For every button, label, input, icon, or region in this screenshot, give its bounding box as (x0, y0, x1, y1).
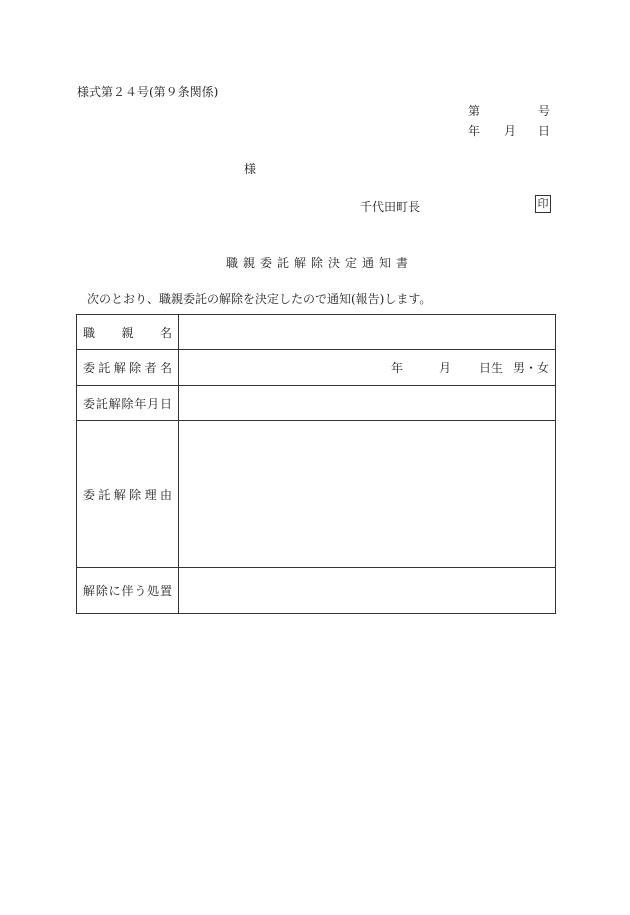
label-char: 親 (121, 325, 134, 340)
label-char: 委 (83, 487, 96, 502)
label-char: 名 (159, 325, 172, 340)
label-char: 職 (83, 325, 96, 340)
table-row (77, 421, 556, 568)
label-text (83, 486, 172, 503)
label-char: に (108, 584, 121, 598)
label-char: 理 (144, 487, 157, 502)
label-char: 名 (159, 361, 172, 375)
label-char: 託 (95, 396, 108, 411)
label-char: 者 (144, 361, 157, 375)
label-char: 託 (98, 487, 111, 502)
label-char: 除 (129, 487, 142, 502)
table-row (77, 568, 556, 614)
document-title: 職親委託解除決定通知書 (226, 256, 414, 270)
label-text (83, 359, 172, 376)
label-text (83, 582, 172, 599)
number-prefix: 第 (468, 104, 481, 118)
birth-day: 日生 (478, 361, 503, 375)
birth-month: 月 (438, 361, 451, 375)
birth-date-line (185, 359, 549, 376)
date-year: 年 (468, 124, 481, 138)
label-char: 除 (95, 584, 108, 598)
sex-choice: 男・女 (512, 361, 549, 375)
intro-text: 次のとおり、職親委託の解除を決定したので通知(報告)します。 (87, 292, 432, 306)
label-char: 日 (159, 396, 172, 411)
label-char: 解 (113, 361, 126, 375)
label-char: 処 (147, 584, 160, 598)
table-row (77, 315, 556, 350)
label-text (83, 395, 172, 412)
date-month: 月 (504, 124, 517, 138)
label-termination-date (77, 386, 179, 421)
birth-year: 年 (390, 361, 403, 375)
number-suffix: 号 (537, 104, 550, 118)
date-day: 日 (537, 124, 550, 138)
field-termination-date[interactable] (179, 386, 556, 421)
label-char: 解 (108, 396, 121, 411)
label-char: 置 (159, 584, 172, 598)
field-termination-reason[interactable] (179, 421, 556, 568)
label-char: 除 (129, 361, 142, 375)
sender-name: 千代田町長 (360, 200, 421, 214)
label-char: 委 (83, 396, 96, 411)
label-char: う (134, 584, 147, 598)
form-number: 様式第２４号(第９条関係) (77, 85, 219, 99)
label-char: 解 (113, 487, 126, 502)
label-char: 年 (134, 396, 147, 411)
field-terminated-person[interactable] (179, 350, 556, 386)
seal-stamp: 印 (535, 195, 551, 213)
table-row (77, 386, 556, 421)
label-char: 解 (83, 584, 96, 598)
label-char: 伴 (121, 584, 134, 598)
label-char: 除 (121, 396, 134, 411)
field-follow-up-measures[interactable] (179, 568, 556, 614)
label-char: 由 (159, 487, 172, 502)
label-char: 託 (98, 361, 111, 375)
label-char: 月 (147, 396, 160, 411)
label-follow-up-measures (77, 568, 179, 614)
label-foster-employer (77, 315, 179, 350)
label-terminated-person (77, 350, 179, 386)
addressee-suffix: 様 (244, 162, 257, 176)
field-foster-employer[interactable] (179, 315, 556, 350)
label-text (83, 324, 172, 341)
label-termination-reason (77, 421, 179, 568)
label-char: 委 (83, 361, 96, 375)
notice-form-table (76, 314, 556, 614)
table-row (77, 350, 556, 386)
